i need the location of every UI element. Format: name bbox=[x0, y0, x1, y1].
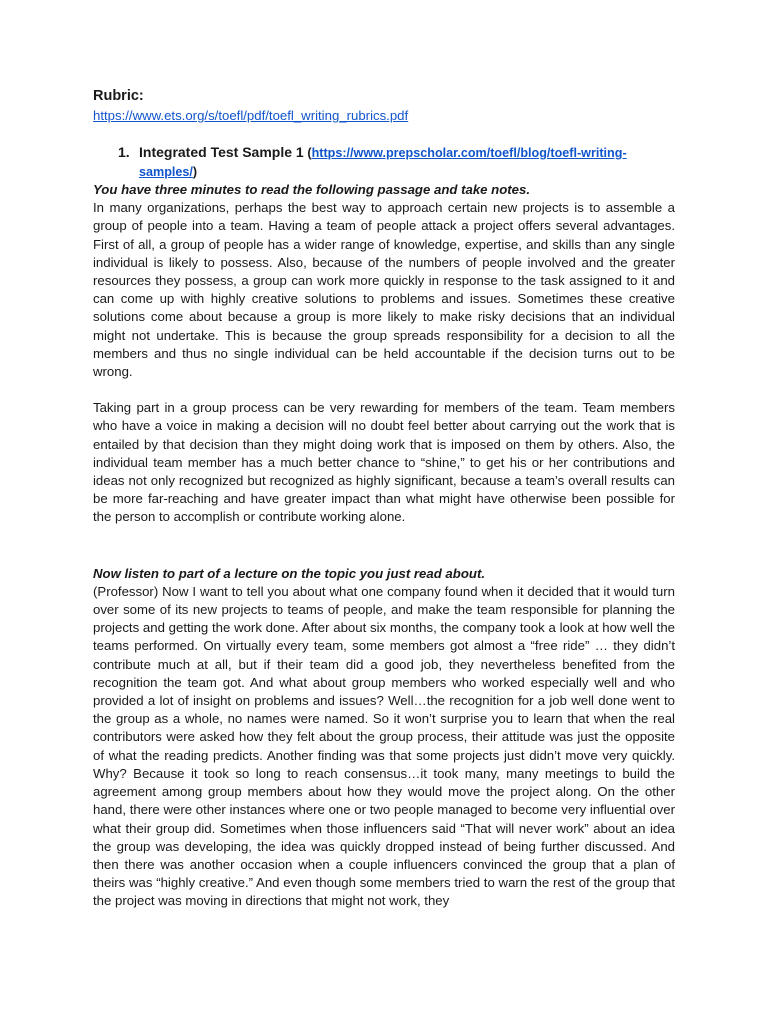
sample-paren-open: ( bbox=[307, 146, 312, 160]
sample-heading bbox=[93, 143, 675, 181]
reading-paragraph-1: In many organizations, perhaps the best way to approach certain new projects is to assemble a group of people into a team. Having a team of people attack a project offers several advantages. First of all, a group of people has a wider range of knowledge, expertise, and skills than any single individual is likely to possess. Also, because of the numbers of people involved and the greater resources they possess, a group can work more quickly in response to the task assigned to it and can come up with highly creative solutions to problems and issues. Sometimes these creative solutions come about because a group is more likely to make risky decisions that an individual might not undertake. This is because the group spreads responsibility for a decision to all the members and thus no single individual can be held accountable if the decision turns out to be wrong. bbox=[93, 200, 675, 380]
section-gap bbox=[93, 527, 675, 565]
reading-paragraph-2: Taking part in a group process can be very rewarding for members of the team. Team members who have a voice in making a decision will no doubt feel better about carrying out the work that is entailed by that decision than they might doing work that is imposed on them by others. Also, the individual team member has a much better chance to “shine,” to get his or her contributions and ideas not only recognized but recognized as highly significant, because a team’s overall results can be more far-reaching and have greater impact than what might have otherwise been possible for the person to accomplish or contribute working alone. bbox=[93, 400, 675, 525]
document-content bbox=[93, 86, 675, 911]
rubric-heading: Rubric: bbox=[93, 88, 144, 104]
lecture-instruction: Now listen to part of a lecture on the topic you just read about. bbox=[93, 565, 485, 581]
sample-title: Integrated Test Sample 1 bbox=[139, 144, 304, 160]
paragraph-gap bbox=[93, 381, 675, 399]
sample-number: 1. bbox=[118, 144, 130, 160]
lecture-transcript: (Professor) Now I want to tell you about what one company found when it decided that it would turn over some of its new projects to teams of people, and make the team responsible for planning the projects and getting the work done. After about six months, the company took a look at how well the teams performed. On virtually every team, some members got almost a “free ride” … they didn’t contribute much at all, but if their team did a good job, they nevertheless benefited from the recognition the team got. And what about group members who worked especially well and who provided a lot of insight on problems and issues? Well…the recognition for a job well done went to the group as a whole, no names were named. So it won’t surprise you to learn that when the real contributors were asked how they felt about the group process, their attitude was just the opposite of what the reading predicts. Another finding was that some projects just didn’t move very quickly. Why? Because it took so long to reach consensus…it took many, many meetings to build the agreement among group members about how they would move the project along. On the other hand, there were other instances where one or two people managed to become very influential over what their group did. Sometimes when those influencers said “That will never work” about an idea the group was developing, the idea was quickly dropped instead of being further discussed. And then there was another occasion when a couple influencers convinced the group that a plan of theirs was “highly creative.” And even though some members tried to warn the rest of the group that the project was moving in directions that might not work, they bbox=[93, 583, 675, 909]
reading-instruction: You have three minutes to read the following passage and take notes. bbox=[93, 182, 530, 197]
rubric-link[interactable]: https://www.ets.org/s/toefl/pdf/toefl_writing_rubrics.pdf bbox=[93, 108, 409, 123]
sample-link[interactable]: https://www.prepscholar.com/toefl/blog/toefl-writing-samples/ bbox=[139, 146, 627, 179]
sample-paren-close: ) bbox=[192, 164, 198, 179]
